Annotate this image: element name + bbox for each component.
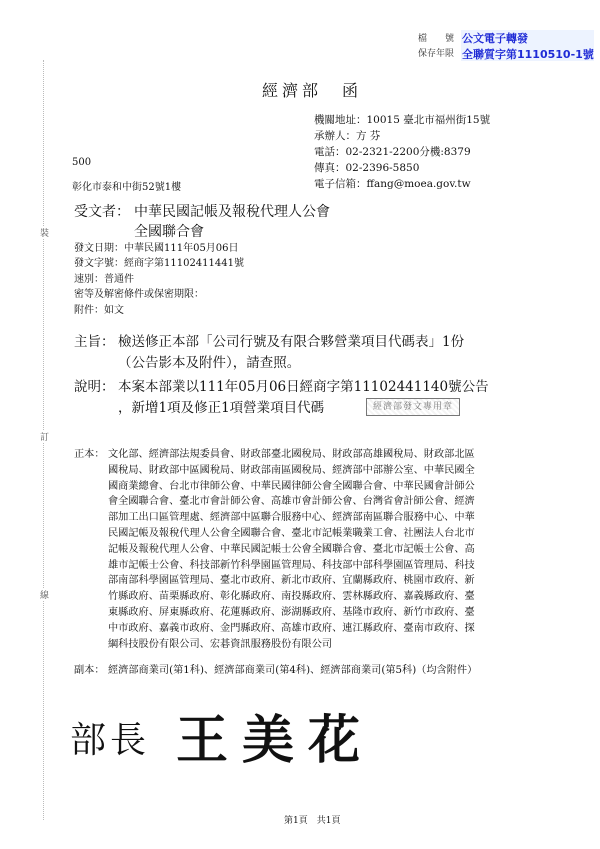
email-address: 電子信箱：ffang@moea.gov.tw [314, 178, 471, 190]
recipient-name-line2: 全國聯合會 [134, 224, 204, 240]
cc-copy-list: 經濟部商業司(第1科)、經濟部商業司(第4科)、經濟部商業司(第5科)（均含附件） [108, 665, 478, 676]
cc-main-line: 竹縣政府、苗栗縣政府、彰化縣政府、南投縣政府、雲林縣政府、嘉義縣政府、臺 [108, 591, 475, 603]
recipient-name-line1: 中華民國記帳及報稅代理人公會 [134, 204, 330, 220]
file-number-label: 檔 號 [418, 34, 455, 44]
cc-main-line: 文化部、經濟部法規委員會、財政部臺北國稅局、財政部高雄國稅局、財政部北區 [108, 449, 475, 460]
minister-title: 部長 [70, 720, 151, 761]
minister-name-seal: 王美花 [176, 710, 375, 771]
cc-main-line: 國商業總會、台北市律師公會、中華民國律師公會全國聯合會、中華民國會計師公 [108, 480, 475, 492]
classification: 密等及解密條件或保密期限： [74, 289, 204, 300]
official-seal-stamp: 經濟部發文專用章 [366, 398, 460, 416]
attachment: 附件：如文 [74, 305, 124, 316]
cc-main-line: 綱科技股份有限公司、宏碁資訊服務股份有限公司 [108, 638, 333, 650]
dispatch-number: 發文字號：經商字第11102411441號 [74, 258, 244, 269]
explanation-line2: ，新增1項及修正1項營業項目代碼 [118, 400, 325, 416]
delivery-speed: 速別：普通件 [74, 274, 134, 285]
cc-main-line: 中市政府、嘉義市政府、金門縣政府、高雄市政府、連江縣政府、臺南市政府、探 [108, 622, 475, 634]
subject-label: 主旨： [74, 334, 115, 350]
cc-main-line: 會全國聯合會、臺北市會計師公會、高雄市會計師公會、台灣省會計師公會、經濟 [108, 496, 475, 508]
retention-period-label: 保存年限 [418, 49, 455, 59]
recipient-zip: 500 [72, 157, 92, 168]
cc-main-line: 部南部科學園區管理局、臺北市政府、新北市政府、宜蘭縣政府、桃園市政府、新 [108, 575, 475, 587]
cc-main-label: 正本： [74, 449, 105, 460]
subject-line1: 檢送修正本部「公司行號及有限合夥營業項目代碼表」1份 [118, 334, 465, 350]
document-title: 經濟部 函 [262, 81, 363, 100]
fax-number: 傳真：02-2396-5850 [314, 162, 420, 174]
recipient-street: 彰化市泰和中街52號1樓 [72, 182, 182, 193]
recipient-label: 受文者： [74, 204, 130, 220]
sender-address: 機關地址：10015 臺北市福州街15號 [314, 114, 491, 126]
page-number: 第1頁 共1頁 [284, 816, 341, 826]
binding-mark-bottom: 線 [40, 588, 49, 601]
file-number-value: 公文電子轉發 [462, 32, 528, 45]
cc-copy-label: 副本： [74, 665, 105, 676]
binding-mark-middle: 訂 [40, 430, 49, 443]
phone-number: 電話：02-2321-2200分機:8379 [314, 146, 471, 158]
dispatch-date: 發文日期：中華民國111年05月06日 [74, 243, 239, 254]
subject-line2: （公告影本及附件），請查照。 [118, 355, 301, 371]
retention-period-value: 全聯質字第1110510-1號 [462, 48, 594, 61]
contact-person: 承辦人：方 芬 [314, 130, 381, 142]
cc-main-line: 記帳及報稅代理人公會、中華民國記帳士公會全國聯合會、臺北市記帳士公會、高 [108, 543, 475, 555]
cc-main-line: 雄市記帳士公會、科技部新竹科學園區管理局、科技部中部科學園區管理局、科技 [108, 559, 475, 571]
cc-main-line: 東縣政府、屏東縣政府、花蓮縣政府、澎湖縣政府、基隆市政府、新竹市政府、臺 [108, 606, 475, 618]
cc-main-line: 民國記帳及報稅代理人公會全國聯合會、臺北市記帳業職業工會、社團法人台北市 [108, 527, 475, 539]
binding-mark-top: 裝 [40, 226, 49, 239]
explanation-line1: 本案本部業以111年05月06日經商字第11102441140號公告 [118, 379, 489, 395]
explanation-label: 說明： [74, 379, 115, 395]
cc-main-line: 部加工出口區管理處、經濟部中區聯合服務中心、經濟部南區聯合服務中心、中華 [108, 512, 475, 524]
cc-main-list [108, 447, 475, 652]
cc-main-line: 國稅局、財政部中區國稅局、財政部南區國稅局、經濟部中部辦公室、中華民國全 [108, 464, 475, 476]
